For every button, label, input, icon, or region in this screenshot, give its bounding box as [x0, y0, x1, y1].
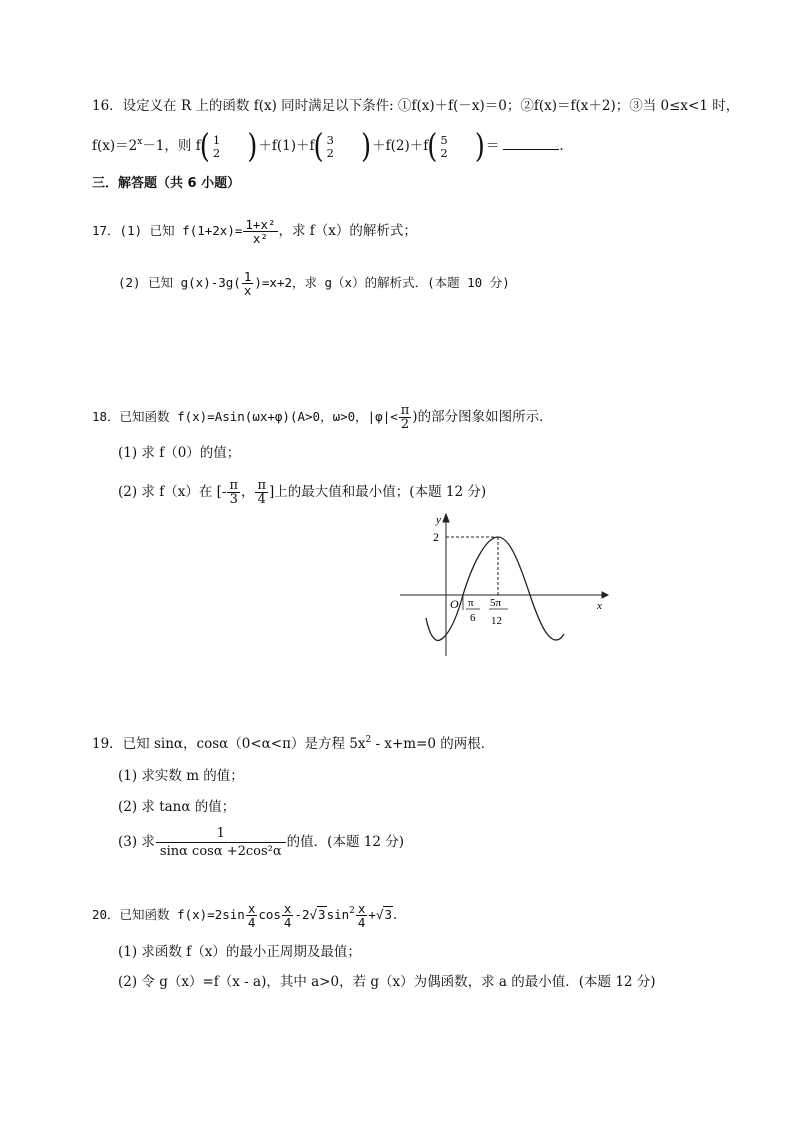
- q20-f3-d: 4: [357, 915, 366, 930]
- q20-stem-text-b: cos: [258, 907, 281, 922]
- q16-paren-l3: (: [427, 127, 438, 166]
- q18-p1-text: (1) 求 f（0）的值；: [118, 445, 241, 461]
- q17-part2: [118, 264, 510, 302]
- q19-stem: [92, 734, 494, 754]
- graph-y-label: y: [436, 514, 441, 526]
- graph-x-label: x: [597, 600, 602, 612]
- q19-p3-text-b: 的值．(本题 12 分): [286, 834, 404, 850]
- q18-p2-n2: π: [257, 478, 267, 493]
- q19-p3-num: 1: [156, 825, 286, 843]
- q16-paren-r1: ): [247, 127, 258, 166]
- section-title-text: 三．解答题（共 6 小题）: [92, 176, 241, 191]
- graph-tick2-num: 5π: [490, 597, 502, 609]
- q18-part1: [118, 443, 240, 463]
- q16-frac-3: [438, 134, 449, 160]
- q19-part3: [118, 820, 404, 864]
- q19-stem-text-b: - x+m=0 的两根．: [371, 736, 495, 752]
- graph-max-label: 2: [433, 530, 439, 544]
- q16-paren-r3: ): [474, 127, 485, 166]
- q16-line2: [92, 127, 564, 166]
- q20-f2-d: 4: [283, 915, 292, 930]
- q20-f2-n: x: [283, 901, 292, 916]
- q16-answer-blank: [503, 135, 559, 150]
- q18-p2-frac-1: [227, 479, 240, 506]
- q20-frac-3: [356, 902, 368, 929]
- q18-stem-text-b: )的部分图象如图所示．: [412, 409, 553, 425]
- graph-origin-label: O: [450, 597, 459, 611]
- q20-p1-text: (1) 求函数 f（x）的最小正周期及最值；: [118, 944, 361, 960]
- q18-p2-d2: 4: [257, 492, 266, 507]
- q16-paren-l1: (: [199, 127, 210, 166]
- q16-frac-2-den: 2: [326, 145, 334, 160]
- q18-p2-mid: ，: [240, 484, 255, 500]
- q16-end: .: [559, 138, 564, 154]
- q16-expr-b: －1，则 f: [142, 138, 201, 154]
- q16-frac-2-num: 3: [326, 132, 334, 147]
- graph-x-arrow: [602, 592, 608, 598]
- q16-frac-1: [211, 134, 222, 160]
- q19-p3-frac: [156, 825, 286, 860]
- q16-frac-3-num: 5: [440, 132, 448, 147]
- q20-f3-n: x: [357, 901, 366, 916]
- q20-frac-1: [246, 902, 258, 929]
- q17-p2-den: x: [243, 283, 252, 298]
- q20-sqrt-1-rad: 3: [318, 907, 326, 922]
- q20-part2: [118, 972, 656, 992]
- q16-frac-1-den: 2: [212, 145, 221, 160]
- q19-p1-text: (1) 求实数 m 的值；: [118, 768, 244, 784]
- q18-sine-graph: [390, 510, 620, 660]
- q16-frac-2: [325, 134, 336, 160]
- q20-frac-2: [282, 902, 294, 929]
- q19-p3-text-a: (3) 求: [118, 834, 155, 850]
- q17-p2-text-a: (2) 已知 g(x)-3g(: [118, 275, 241, 290]
- q20-f1-d: 4: [247, 915, 256, 930]
- q18-part2: [118, 472, 486, 512]
- q17-p1-text-a: 17．(1) 已知 f(1+2x)=: [92, 223, 243, 238]
- q20-stem-text-d: sin: [326, 907, 350, 922]
- q18-stem-num: π: [400, 403, 410, 418]
- q18-p2-n1: π: [229, 478, 238, 493]
- q18-stem-text-a: 18．已知函数 f(x)=Asin(ωx+φ)(A>0，ω>0，|φ|<: [92, 409, 398, 424]
- q16-exp: x: [137, 137, 143, 147]
- q19-stem-exp: 2: [365, 735, 372, 745]
- graph-y-arrow: [443, 514, 449, 522]
- q18-p2-text-b: ]上的最大值和最小值；(本题 12 分): [269, 484, 487, 500]
- q17-p1-frac: [243, 218, 277, 245]
- graph-tick2-den: 12: [491, 615, 502, 627]
- graph-tick1-num: π: [468, 597, 474, 609]
- q20-stem-text-e: +: [368, 907, 376, 922]
- q18-p2-frac-2: [255, 479, 268, 506]
- q18-stem: [92, 398, 553, 436]
- q19-p3-den: sinα cosα +2cos²α: [159, 844, 282, 859]
- q18-p2-d1: 3: [229, 492, 238, 507]
- q20-sqrt-1: √3: [309, 907, 326, 922]
- q19-p2-text: (2) 求 tanα 的值；: [118, 799, 236, 815]
- q19-part1: [118, 766, 244, 786]
- q18-p2-text-a: (2) 求 f（x）在 [-: [118, 484, 227, 500]
- q20-part1: [118, 942, 361, 962]
- q18-stem-frac: [399, 404, 412, 431]
- q20-sqrt-2: √3: [375, 907, 393, 922]
- graph-tick1-den: 6: [470, 612, 476, 624]
- q16-line1: [92, 96, 739, 116]
- q16-expr-c: ＋f(1)＋f: [258, 138, 315, 154]
- q17-p2-frac: [242, 270, 254, 297]
- q17-part1: [92, 212, 417, 250]
- q16-expr-a: f(x)＝2: [92, 138, 138, 154]
- q17-p1-num: 1+x²: [245, 217, 276, 232]
- q20-sqrt-2-rad: 3: [384, 907, 393, 922]
- q20-stem-exp: 2: [349, 906, 355, 916]
- q20-stem-text-c: -2: [294, 907, 310, 922]
- q20-stem: [92, 896, 407, 934]
- q16-frac-1-num: 1: [212, 132, 221, 147]
- q17-p1-den: x²: [252, 231, 268, 246]
- q16-expr-e: ＝: [485, 138, 500, 154]
- q20-f1-n: x: [247, 901, 256, 916]
- q20-stem-end: ．: [393, 907, 407, 923]
- q17-p1-text-b: ，求 f（x）的解析式；: [278, 223, 417, 239]
- q18-stem-den: 2: [400, 417, 410, 432]
- q16-paren-l2: (: [313, 127, 324, 166]
- q16-expr-d: ＋f(2)＋f: [372, 138, 429, 154]
- q20-p2-text: (2) 令 g（x）=f（x - a)，其中 a>0，若 g（x）为偶函数，求 a 的最小值．(本题 12 分): [118, 974, 656, 990]
- q19-stem-text-a: 19．已知 sinα，cosα（0<α<π）是方程 5x: [92, 736, 366, 752]
- q20-stem-text-a: 20．已知函数 f(x)=2sin: [92, 907, 245, 922]
- q16-paren-r2: ): [360, 127, 372, 166]
- q16-frac-3-den: 2: [440, 145, 448, 160]
- q17-p2-num: 1: [243, 269, 252, 284]
- q16-text-1: 16．设定义在 R 上的函数 f(x) 同时满足以下条件: ①f(x)＋f(－x)＝0；②f(x)＝f(x＋2)；③当 0≤x<1 时，: [92, 98, 740, 114]
- q17-p2-text-b: )=x+2，求 g（x）的解析式．(本题 10 分): [254, 275, 510, 290]
- section-title: [92, 174, 240, 194]
- q19-part2: [118, 797, 235, 817]
